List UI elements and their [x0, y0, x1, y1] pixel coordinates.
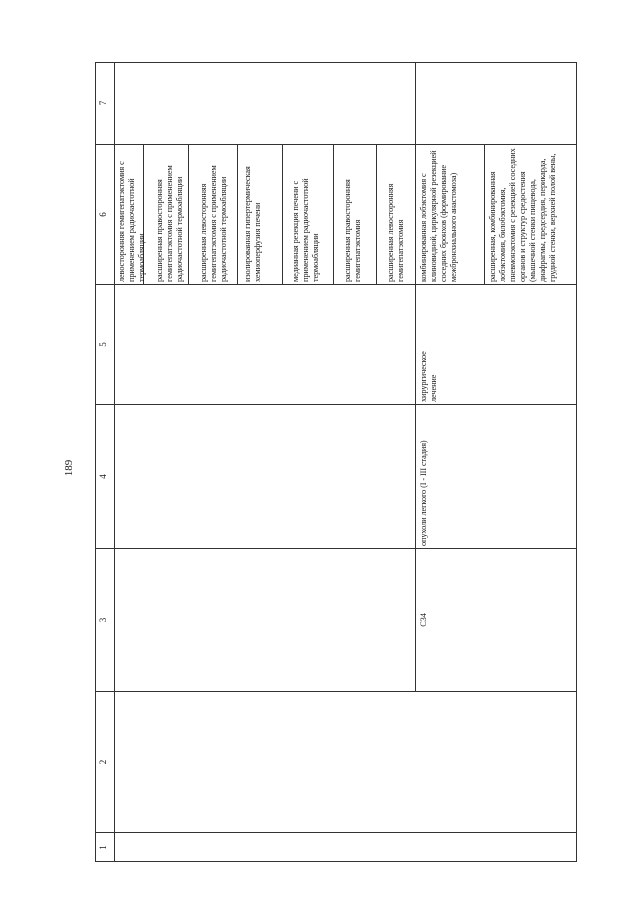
- method-b-2: расширенная, комбинированная лобэктомия, билобэктомия, пневмонэктомия с резекцией соседних органов и структур средостения (мышечной стенки пищевода, диафрагмы, предсердия, перикарда, грудной стенки, верхней полой вены,: [488, 148, 557, 282]
- method-a-1: левосторонняя гемигепатэктомия с применением радиочастотной термоабляции: [117, 161, 146, 282]
- disease-name: опухоли легкого (I - III стадия): [419, 440, 428, 546]
- col-sep-5-6: [95, 284, 577, 285]
- method-sep-2: [188, 145, 189, 285]
- col-sep-4-5: [95, 404, 577, 405]
- method-a-2: расширенная правосторонняя гемигепатэктомия с применением радиочастотной термоабляции: [155, 165, 184, 282]
- method-sep-5: [333, 145, 334, 285]
- header-col-3: 3: [98, 617, 108, 623]
- col-sep-2-3: [95, 691, 577, 692]
- rotated-table: [95, 62, 577, 862]
- col-sep-6-7: [95, 144, 577, 145]
- method-sep-7: [484, 145, 485, 285]
- header-col-1: 1: [98, 845, 108, 850]
- method-a-6: расширенная правосторонняя гемигепатэктомия: [343, 179, 362, 282]
- row-sep-ab: [415, 62, 416, 692]
- header-col-2: 2: [98, 759, 108, 765]
- method-sep-3: [237, 145, 238, 285]
- header-row-border: [114, 62, 115, 862]
- method-a-3: расширенная левосторонняя гемигепатэктомия с применением радиочастотной термоабляции: [199, 165, 228, 282]
- treatment-type: хирургическое лечение: [419, 351, 438, 402]
- header-col-5: 5: [98, 342, 108, 347]
- method-sep-4: [282, 145, 283, 285]
- method-a-7: расширенная левосторонняя гемигепатэктомия: [386, 183, 405, 282]
- col-sep-3-4: [95, 548, 577, 549]
- col-sep-1-2: [95, 832, 577, 833]
- header-col-7: 7: [98, 100, 108, 106]
- page-number: 189: [63, 459, 75, 477]
- header-col-6: 6: [98, 212, 108, 217]
- method-a-5: медианная резекция печени с применением радиочастотной термоабляции: [291, 178, 320, 282]
- method-sep-6: [376, 145, 377, 285]
- icd-code: С34: [419, 613, 428, 627]
- header-col-4: 4: [98, 474, 108, 479]
- method-a-4: изолированная гипертермическая хемиоперфузия печени: [243, 166, 262, 282]
- method-b-1: комбинированная лобэктомия с клиновидной, циркулярной резекцией соседних бронхов (формирование межбронхиального анастомоза): [419, 150, 458, 282]
